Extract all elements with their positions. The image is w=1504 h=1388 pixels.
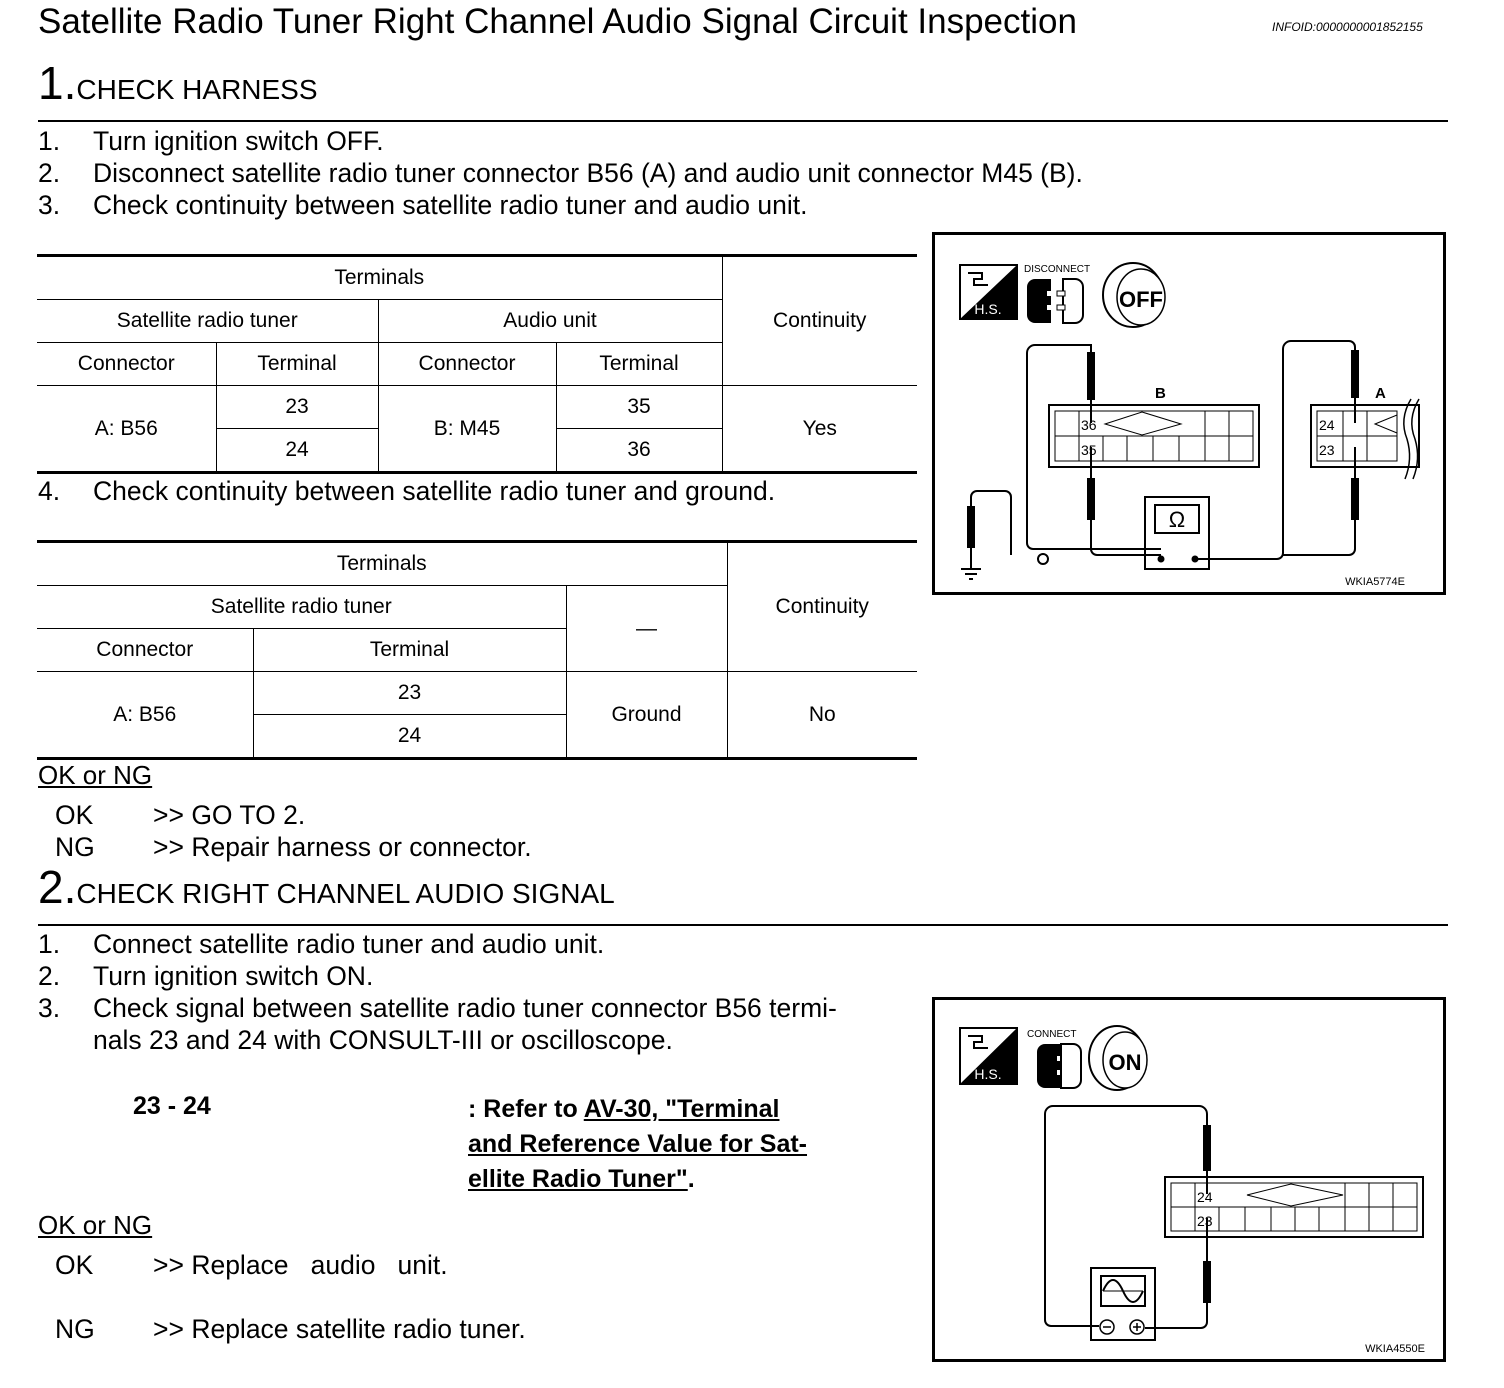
connector-header: Connector — [378, 343, 556, 386]
connector-b56 — [1165, 1177, 1423, 1237]
step2-ok-key: OK — [55, 1250, 94, 1280]
table-cell: 36 — [556, 429, 722, 473]
step1-ok-text: >> GO TO 2. — [153, 800, 306, 830]
step2-item-3-cont: nals 23 and 24 with CONSULT-III or oscilloscope. — [93, 1025, 673, 1055]
table-cell: A: B56 — [37, 386, 216, 473]
ignition-key-icon — [1089, 1026, 1147, 1090]
step2-rule — [38, 924, 1448, 926]
table-cell: Yes — [722, 386, 917, 473]
reference-text — [468, 1092, 888, 1197]
reference-suffix: . — [687, 1165, 695, 1193]
step1-item-1 — [38, 125, 384, 157]
step2-number: 2. — [38, 861, 77, 913]
oscilloscope-diagram — [935, 1000, 1443, 1359]
step2-okng-label: OK or NG — [38, 1210, 153, 1240]
item-text: Turn ignition switch ON. — [93, 961, 374, 991]
connect-label: CONNECT — [1027, 1029, 1077, 1040]
reference-prefix: : Refer to — [468, 1095, 584, 1123]
step1-number: 1. — [38, 57, 77, 109]
table-cell: Ground — [566, 672, 727, 759]
info-id: INFOID:0000000001852155 — [1272, 20, 1423, 34]
pin-35-label: 35 — [1081, 442, 1097, 458]
step1-ng-text: >> Repair harness or connector. — [153, 832, 532, 862]
item-text: Check signal between satellite radio tuner connector B56 termi- — [93, 993, 837, 1023]
page-title: Satellite Radio Tuner Right Channel Audio Signal Circuit Inspection — [38, 2, 1077, 41]
on-label: ON — [1108, 1050, 1142, 1075]
hs-label: H.S. — [974, 301, 1002, 317]
hs-icon — [960, 1028, 1017, 1084]
table-cell: 23 — [216, 386, 378, 429]
figure-signal-check — [932, 997, 1446, 1362]
oscilloscope-icon — [1091, 1268, 1155, 1340]
step2-item-1 — [38, 928, 604, 960]
step1-item-4 — [38, 475, 775, 507]
terminals-header: Terminals — [37, 256, 722, 300]
item-text: Check continuity between satellite radio tuner and audio unit. — [93, 190, 808, 220]
step2-heading — [38, 860, 615, 914]
connector-b-label: B — [1155, 385, 1166, 402]
step2-title: CHECK RIGHT CHANNEL AUDIO SIGNAL — [76, 878, 615, 909]
item-number: 3. — [38, 993, 61, 1023]
item-text: Turn ignition switch OFF. — [93, 126, 384, 156]
reference-terminals: 23 - 24 — [133, 1092, 211, 1120]
step2-ng-key: NG — [55, 1314, 95, 1344]
step1-item-3 — [38, 189, 807, 221]
pin-23-label: 23 — [1197, 1213, 1213, 1229]
connector-b — [1049, 405, 1259, 467]
sat-tuner-header: Satellite radio tuner — [37, 300, 378, 343]
step1-item-2 — [38, 157, 1083, 189]
connected-connector-icon — [1037, 1044, 1081, 1088]
disconnect-label: DISCONNECT — [1024, 264, 1091, 275]
item-text: Check continuity between satellite radio tuner and ground. — [93, 476, 776, 506]
terminals-header: Terminals — [37, 542, 727, 586]
pin-24-label: 24 — [1319, 417, 1335, 433]
item-number: 4. — [38, 476, 61, 506]
continuity-table-audio-unit — [37, 254, 917, 474]
continuity-header: Continuity — [722, 256, 917, 386]
item-number: 1. — [38, 929, 61, 959]
step1-rule — [38, 120, 1448, 122]
ohm-symbol: Ω — [1168, 507, 1186, 532]
item-number: 1. — [38, 126, 61, 156]
hs-label: H.S. — [974, 1066, 1002, 1082]
step2-item-3 — [38, 992, 837, 1024]
off-label: OFF — [1119, 287, 1163, 312]
terminal-header: Terminal — [556, 343, 722, 386]
table-cell: 35 — [556, 386, 722, 429]
item-text: Connect satellite radio tuner and audio unit. — [93, 929, 605, 959]
item-number: 2. — [38, 158, 61, 188]
hs-icon — [960, 265, 1017, 319]
audio-unit-header: Audio unit — [378, 300, 722, 343]
figure-code: WKIA5774E — [1345, 576, 1405, 588]
item-number: 2. — [38, 961, 61, 991]
connector-a — [1311, 399, 1419, 479]
reference-link[interactable]: AV-30, "Terminal — [583, 1095, 780, 1123]
dash-cell: — — [566, 586, 727, 672]
pin-23-label: 23 — [1319, 442, 1335, 458]
table-cell: 24 — [253, 715, 566, 759]
terminal-header: Terminal — [216, 343, 378, 386]
table-cell: A: B56 — [37, 672, 253, 759]
sat-tuner-header: Satellite radio tuner — [37, 586, 566, 629]
step1-title: CHECK HARNESS — [76, 74, 318, 105]
figure-code: WKIA4550E — [1365, 1343, 1425, 1355]
continuity-table-ground — [37, 540, 917, 760]
step1-heading — [38, 56, 318, 110]
terminal-header: Terminal — [253, 629, 566, 672]
connector-a-label: A — [1375, 385, 1386, 402]
reference-link[interactable]: and Reference Value for Sat- — [468, 1130, 808, 1158]
step1-ok-key: OK — [55, 800, 94, 830]
step1-ng-key: NG — [55, 832, 95, 862]
table-cell: B: M45 — [378, 386, 556, 473]
figure-harness-check — [932, 232, 1446, 595]
connector-header: Connector — [37, 343, 216, 386]
disconnect-connector-icon — [1027, 279, 1083, 323]
connector-header: Connector — [37, 629, 253, 672]
step2-item-2 — [38, 960, 373, 992]
pin-24-label: 24 — [1197, 1189, 1213, 1205]
table-cell: No — [727, 672, 917, 759]
table-cell: 23 — [253, 672, 566, 715]
continuity-header: Continuity — [727, 542, 917, 672]
step2-ok-text: >> Replace audio unit. — [153, 1250, 448, 1280]
item-number: 3. — [38, 190, 61, 220]
item-text: Disconnect satellite radio tuner connector B56 (A) and audio unit connector M45 (B). — [93, 158, 1083, 188]
table-cell: 24 — [216, 429, 378, 473]
reference-link[interactable]: ellite Radio Tuner" — [468, 1165, 688, 1193]
harness-diagram — [935, 235, 1443, 592]
step1-okng-label: OK or NG — [38, 760, 153, 790]
step2-ng-text: >> Replace satellite radio tuner. — [153, 1314, 526, 1344]
ignition-key-icon — [1103, 263, 1165, 327]
pin-36-label: 36 — [1081, 417, 1097, 433]
